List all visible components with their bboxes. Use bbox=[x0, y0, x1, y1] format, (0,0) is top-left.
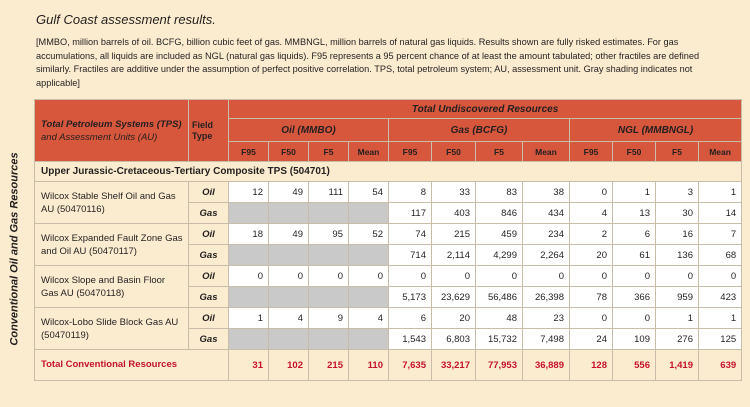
value-cell: 83 bbox=[476, 182, 523, 203]
value-cell: 74 bbox=[389, 224, 432, 245]
total-value: 7,635 bbox=[389, 350, 432, 381]
field-type-gas: Gas bbox=[189, 203, 229, 224]
total-value: 639 bbox=[699, 350, 742, 381]
not-applicable-cell bbox=[349, 245, 389, 266]
value-cell: 0 bbox=[656, 266, 699, 287]
value-cell: 0 bbox=[432, 266, 476, 287]
value-cell: 20 bbox=[432, 308, 476, 329]
value-cell: 68 bbox=[699, 245, 742, 266]
header-f5: F5 bbox=[309, 142, 349, 162]
value-cell: 434 bbox=[523, 203, 570, 224]
value-cell: 20 bbox=[570, 245, 613, 266]
value-cell: 6 bbox=[389, 308, 432, 329]
value-cell: 0 bbox=[349, 266, 389, 287]
total-value: 110 bbox=[349, 350, 389, 381]
value-cell: 234 bbox=[523, 224, 570, 245]
not-applicable-cell bbox=[309, 329, 349, 350]
value-cell: 1,543 bbox=[389, 329, 432, 350]
value-cell: 15,732 bbox=[476, 329, 523, 350]
header-oil: Oil (MMBO) bbox=[229, 119, 389, 142]
value-cell: 959 bbox=[656, 287, 699, 308]
value-cell: 4 bbox=[570, 203, 613, 224]
total-value: 33,217 bbox=[432, 350, 476, 381]
value-cell: 459 bbox=[476, 224, 523, 245]
field-type-oil: Oil bbox=[189, 266, 229, 287]
value-cell: 136 bbox=[656, 245, 699, 266]
value-cell: 23 bbox=[523, 308, 570, 329]
total-value: 36,889 bbox=[523, 350, 570, 381]
field-type-gas: Gas bbox=[189, 287, 229, 308]
value-cell: 18 bbox=[229, 224, 269, 245]
value-cell: 49 bbox=[269, 224, 309, 245]
table-note: [MMBO, million barrels of oil. BCFG, billion cubic feet of gas. MMBNGL, million barrels of natural gas liquids. Results shown are fully risked estimates. For gas accumulations, all liquids are included as NGL (natural gas liquids). F95 represents a 95 percent chance of at least the amount tabulated; other fractiles are defined similarly. Fractiles are additive under the assumption of perfect positive correlation. TPS, total petroleum system; AU, assessment unit. Gray shading indicates not applicable] bbox=[36, 37, 700, 88]
header-ngl: NGL (MMBNGL) bbox=[570, 119, 742, 142]
total-value: 556 bbox=[613, 350, 656, 381]
value-cell: 0 bbox=[613, 308, 656, 329]
not-applicable-cell bbox=[229, 203, 269, 224]
header-f5: F5 bbox=[656, 142, 699, 162]
value-cell: 6 bbox=[613, 224, 656, 245]
field-type-oil: Oil bbox=[189, 308, 229, 329]
value-cell: 52 bbox=[349, 224, 389, 245]
value-cell: 61 bbox=[613, 245, 656, 266]
value-cell: 117 bbox=[389, 203, 432, 224]
results-table bbox=[34, 99, 742, 381]
value-cell: 26,398 bbox=[523, 287, 570, 308]
value-cell: 0 bbox=[570, 182, 613, 203]
not-applicable-cell bbox=[269, 245, 309, 266]
total-value: 1,419 bbox=[656, 350, 699, 381]
not-applicable-cell bbox=[229, 287, 269, 308]
value-cell: 0 bbox=[389, 266, 432, 287]
not-applicable-cell bbox=[349, 287, 389, 308]
value-cell: 5,173 bbox=[389, 287, 432, 308]
au-name: Wilcox Expanded Fault Zone Gas and Oil AU (50470117) bbox=[35, 224, 189, 266]
value-cell: 109 bbox=[613, 329, 656, 350]
not-applicable-cell bbox=[269, 287, 309, 308]
header-f50: F50 bbox=[269, 142, 309, 162]
value-cell: 95 bbox=[309, 224, 349, 245]
value-cell: 2 bbox=[570, 224, 613, 245]
value-cell: 423 bbox=[699, 287, 742, 308]
value-cell: 111 bbox=[309, 182, 349, 203]
value-cell: 0 bbox=[476, 266, 523, 287]
not-applicable-cell bbox=[229, 329, 269, 350]
value-cell: 0 bbox=[570, 266, 613, 287]
field-type-oil: Oil bbox=[189, 224, 229, 245]
header-f5: F5 bbox=[476, 142, 523, 162]
header-f95: F95 bbox=[229, 142, 269, 162]
total-value: 215 bbox=[309, 350, 349, 381]
value-cell: 0 bbox=[570, 308, 613, 329]
value-cell: 13 bbox=[613, 203, 656, 224]
value-cell: 1 bbox=[229, 308, 269, 329]
value-cell: 3 bbox=[656, 182, 699, 203]
value-cell: 4 bbox=[349, 308, 389, 329]
value-cell: 366 bbox=[613, 287, 656, 308]
value-cell: 846 bbox=[476, 203, 523, 224]
total-value: 102 bbox=[269, 350, 309, 381]
value-cell: 0 bbox=[523, 266, 570, 287]
value-cell: 24 bbox=[570, 329, 613, 350]
au-name: Wilcox-Lobo Slide Block Gas AU (50470119) bbox=[35, 308, 189, 350]
header-f50: F50 bbox=[432, 142, 476, 162]
value-cell: 0 bbox=[309, 266, 349, 287]
header-f95: F95 bbox=[389, 142, 432, 162]
value-cell: 2,114 bbox=[432, 245, 476, 266]
value-cell: 56,486 bbox=[476, 287, 523, 308]
value-cell: 2,264 bbox=[523, 245, 570, 266]
not-applicable-cell bbox=[309, 287, 349, 308]
value-cell: 49 bbox=[269, 182, 309, 203]
au-name: Wilcox Slope and Basin Floor Gas AU (50470118) bbox=[35, 266, 189, 308]
header-f95: F95 bbox=[570, 142, 613, 162]
value-cell: 23,629 bbox=[432, 287, 476, 308]
value-cell: 714 bbox=[389, 245, 432, 266]
value-cell: 276 bbox=[656, 329, 699, 350]
not-applicable-cell bbox=[229, 245, 269, 266]
value-cell: 215 bbox=[432, 224, 476, 245]
value-cell: 1 bbox=[699, 182, 742, 203]
value-cell: 7 bbox=[699, 224, 742, 245]
not-applicable-cell bbox=[309, 203, 349, 224]
value-cell: 14 bbox=[699, 203, 742, 224]
value-cell: 33 bbox=[432, 182, 476, 203]
value-cell: 7,498 bbox=[523, 329, 570, 350]
value-cell: 403 bbox=[432, 203, 476, 224]
value-cell: 1 bbox=[656, 308, 699, 329]
value-cell: 16 bbox=[656, 224, 699, 245]
not-applicable-cell bbox=[269, 203, 309, 224]
field-type-oil: Oil bbox=[189, 182, 229, 203]
header-mean: Mean bbox=[349, 142, 389, 162]
value-cell: 12 bbox=[229, 182, 269, 203]
value-cell: 78 bbox=[570, 287, 613, 308]
total-label: Total Conventional Resources bbox=[35, 350, 229, 381]
value-cell: 8 bbox=[389, 182, 432, 203]
value-cell: 125 bbox=[699, 329, 742, 350]
not-applicable-cell bbox=[269, 329, 309, 350]
value-cell: 6,803 bbox=[432, 329, 476, 350]
value-cell: 0 bbox=[613, 266, 656, 287]
header-gas: Gas (BCFG) bbox=[389, 119, 570, 142]
total-value: 31 bbox=[229, 350, 269, 381]
value-cell: 1 bbox=[613, 182, 656, 203]
value-cell: 4 bbox=[269, 308, 309, 329]
header-mean: Mean bbox=[523, 142, 570, 162]
au-name: Wilcox Stable Shelf Oil and Gas AU (50470116) bbox=[35, 182, 189, 224]
value-cell: 48 bbox=[476, 308, 523, 329]
side-label: Conventional Oil and Gas Resources bbox=[9, 152, 22, 346]
header-tps-au: Total Petroleum Systems (TPS) and Assessment Units (AU) bbox=[35, 100, 189, 162]
header-mean: Mean bbox=[699, 142, 742, 162]
not-applicable-cell bbox=[349, 203, 389, 224]
field-type-gas: Gas bbox=[189, 329, 229, 350]
value-cell: 30 bbox=[656, 203, 699, 224]
value-cell: 9 bbox=[309, 308, 349, 329]
value-cell: 1 bbox=[699, 308, 742, 329]
value-cell: 0 bbox=[699, 266, 742, 287]
header-total-resources: Total Undiscovered Resources bbox=[229, 100, 742, 119]
total-value: 128 bbox=[570, 350, 613, 381]
value-cell: 38 bbox=[523, 182, 570, 203]
field-type-gas: Gas bbox=[189, 245, 229, 266]
header-field-type: Field Type bbox=[189, 100, 229, 162]
tps-name: Upper Jurassic-Cretaceous-Tertiary Composite TPS (504701) bbox=[35, 162, 742, 182]
value-cell: 4,299 bbox=[476, 245, 523, 266]
total-value: 77,953 bbox=[476, 350, 523, 381]
table-title: Gulf Coast assessment results. bbox=[36, 12, 216, 27]
value-cell: 0 bbox=[269, 266, 309, 287]
value-cell: 0 bbox=[229, 266, 269, 287]
not-applicable-cell bbox=[309, 245, 349, 266]
not-applicable-cell bbox=[349, 329, 389, 350]
value-cell: 54 bbox=[349, 182, 389, 203]
header-f50: F50 bbox=[613, 142, 656, 162]
